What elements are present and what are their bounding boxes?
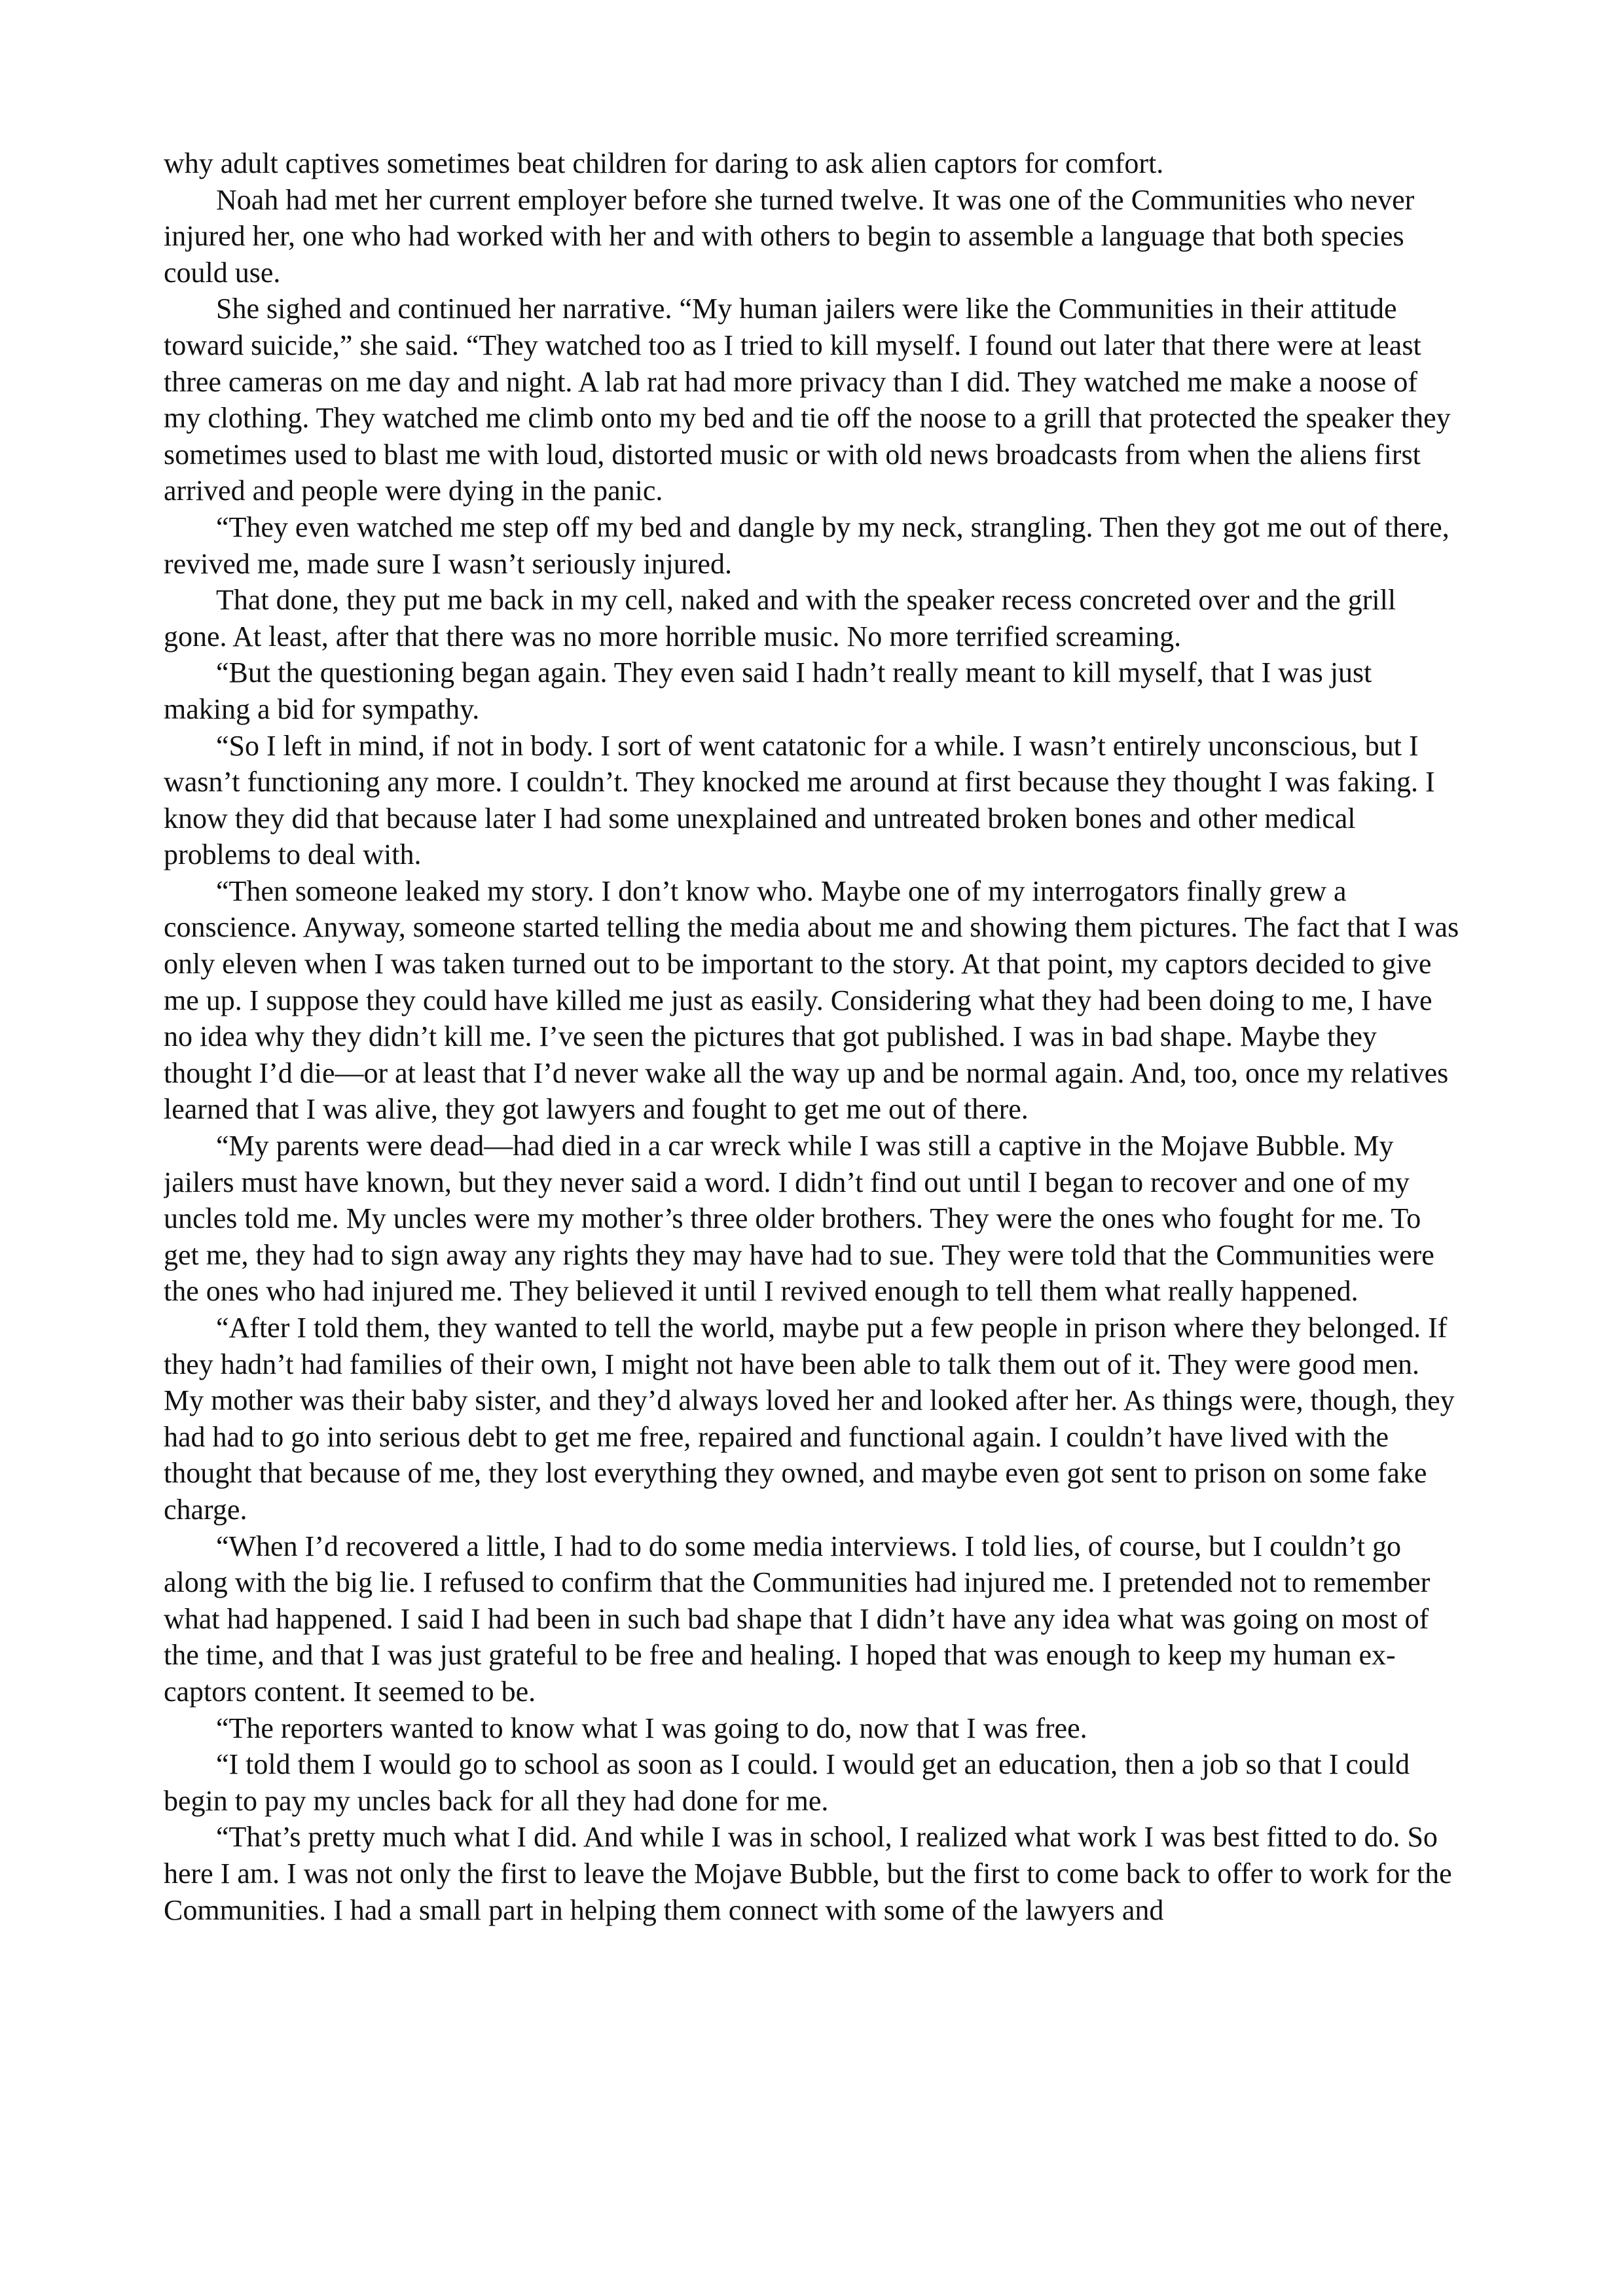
paragraph-10: “After I told them, they wanted to tell the world, maybe put a few people in prison where they belonged. If they hadn’t had families of their own, I might not have been able to talk them out of it. They were good men. My mother was their baby sister, and they’d always loved her and looked after her. As things were, though, they had had to go into serious debt to get me free, repaired and functional again. I couldn’t have lived with the thought that because of me, they lost everything they owned, and maybe even got sent to prison on some fake charge.: [164, 1312, 1455, 1526]
paragraph-14: “That’s pretty much what I did. And while I was in school, I realized what work I was best fitted to do. So here I am. I was not only the first to leave the Mojave Bubble, but the first to come back to offer to work for the Communities. I had a small part in helping them connect with some of the lawyers and: [164, 1821, 1452, 1926]
paragraph-2: Noah had met her current employer before she turned twelve. It was one of the Communities who never injured her, one who had worked with her and with others to begin to assemble a language that both species could use.: [164, 183, 1415, 289]
paragraph-4: “They even watched me step off my bed and dangle by my neck, strangling. Then they got me out of there, revived me, made sure I wasn’t seriously injured.: [164, 511, 1450, 580]
paragraph-7: “So I left in mind, if not in body. I sort of went catatonic for a while. I wasn’t entirely unconscious, but I wasn’t functioning any more. I couldn’t. They knocked me around at first because they thought I was faking. I know they did that because later I had some unexplained and untreated broken bones and other medical problems to deal with.: [164, 729, 1435, 871]
paragraph-11: “When I’d recovered a little, I had to do some media interviews. I told lies, of course, but I couldn’t go along with the big lie. I refused to confirm that the Communities had injured me. I pretended not to remember what had happened. I said I had been in such bad shape that I didn’t have any idea what was going on most of the time, and that I was just grateful to be free and healing. I hoped that was enough to keep my human ex-captors content. It seemed to be.: [164, 1530, 1431, 1708]
paragraph-5: That done, they put me back in my cell, naked and with the speaker recess concreted over and the grill gone. At least, after that there was no more horrible music. No more terrified screaming.: [164, 584, 1396, 653]
paragraph-1: why adult captives sometimes beat children for daring to ask alien captors for comfort.: [164, 147, 1164, 179]
paragraph-12: “The reporters wanted to know what I was going to do, now that I was free.: [216, 1712, 1087, 1744]
paragraph-13: “I told them I would go to school as soon as I could. I would get an education, then a job so that I could begin to pay my uncles back for all they had done for me.: [164, 1748, 1410, 1817]
document-page: [164, 145, 1461, 2227]
paragraph-6: “But the questioning began again. They even said I hadn’t really meant to kill myself, that I was just making a bid for sympathy.: [164, 656, 1372, 725]
paragraph-8: “Then someone leaked my story. I don’t know who. Maybe one of my interrogators finally grew a conscience. Anyway, someone started telling the media about me and showing them pictures. The fact that I was only eleven when I was taken turned out to be important to the story. At that point, my captors decided to give me up. I suppose they could have killed me just as easily. Considering what they had been doing to me, I have no idea why they didn’t kill me. I’ve seen the pictures that got published. I was in bad shape. Maybe they thought I’d die—or at least that I’d never wake all the way up and be normal again. And, too, once my relatives learned that I was alive, they got lawyers and fought to get me out of there.: [164, 874, 1459, 1126]
paragraph-3: She sighed and continued her narrative. “My human jailers were like the Communities in their attitude toward suicide,” she said. “They watched too as I tried to kill myself. I found out later that there were at least three cameras on me day and night. A lab rat had more privacy than I did. They watched me make a noose of my clothing. They watched me climb onto my bed and tie off the noose to a grill that protected the speaker they sometimes used to blast me with loud, distorted music or with old news broadcasts from when the aliens first arrived and people were dying in the panic.: [164, 293, 1451, 507]
paragraph-9: “My parents were dead—had died in a car wreck while I was still a captive in the Mojave Bubble. My jailers must have known, but they never said a word. I didn’t find out until I began to recover and one of my uncles told me. My uncles were my mother’s three older brothers. They were the ones who fought for me. To get me, they had to sign away any rights they may have had to sue. They were told that the Communities were the ones who had injured me. They believed it until I revived enough to tell them what really happened.: [164, 1130, 1434, 1308]
